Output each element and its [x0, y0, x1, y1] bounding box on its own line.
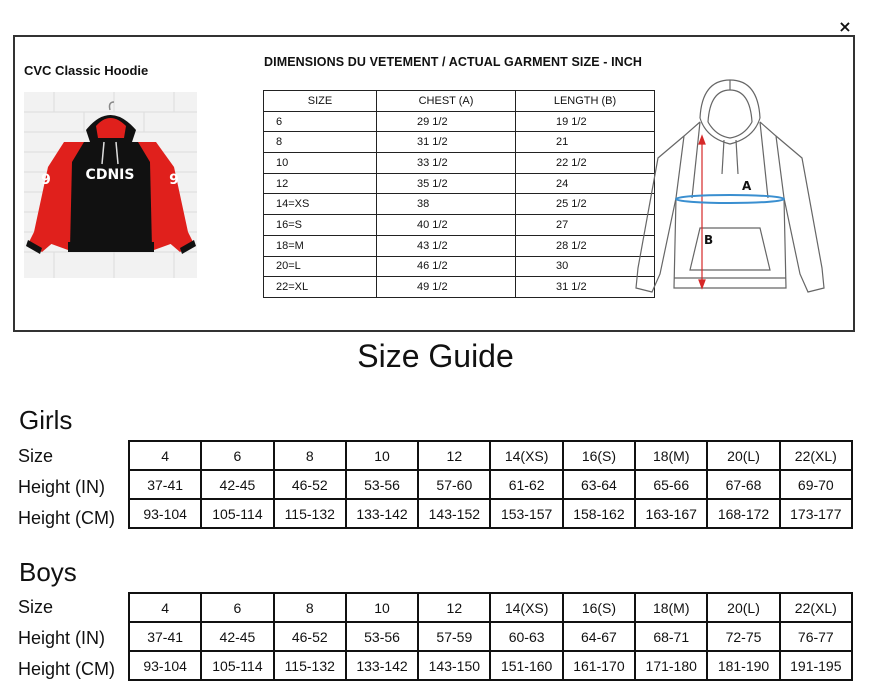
boys-title: Boys — [19, 557, 77, 587]
boys-size-table — [128, 592, 853, 681]
table-cell: 151-160 — [490, 651, 562, 680]
table-row — [264, 153, 655, 174]
table-row — [264, 173, 655, 194]
table-cell: 10 — [346, 441, 418, 470]
table-cell: 46 1/2 — [377, 256, 516, 277]
table-row — [264, 215, 655, 236]
table-cell: 19 1/2 — [516, 111, 655, 132]
table-cell: 10 — [346, 593, 418, 622]
garment-dimensions-table — [263, 90, 655, 298]
table-row — [129, 651, 852, 680]
table-cell: 31 1/2 — [516, 277, 655, 298]
table-cell: 22(XL) — [780, 593, 852, 622]
table-cell: 53-56 — [346, 470, 418, 499]
table-cell: 16=S — [264, 215, 377, 236]
table-cell: 72-75 — [707, 622, 779, 651]
label-b: B — [704, 233, 714, 247]
table-cell: 16(S) — [563, 593, 635, 622]
table-row — [264, 256, 655, 277]
table-row — [264, 111, 655, 132]
table-cell: 20=L — [264, 256, 377, 277]
table-cell: 12 — [264, 173, 377, 194]
table-row — [264, 277, 655, 298]
table-cell: 40 1/2 — [377, 215, 516, 236]
table-cell: 6 — [201, 593, 273, 622]
table-cell: 153-157 — [490, 499, 562, 528]
table-cell: 28 1/2 — [516, 235, 655, 256]
label-a: A — [742, 179, 752, 193]
table-cell: 20(L) — [707, 593, 779, 622]
table-cell: 163-167 — [635, 499, 707, 528]
row-label-height-cm: Height (CM) — [18, 508, 116, 528]
table-cell: 173-177 — [780, 499, 852, 528]
table-cell: 181-190 — [707, 651, 779, 680]
table-cell: 6 — [201, 441, 273, 470]
girls-title: Girls — [19, 405, 73, 435]
table-cell: 14(XS) — [490, 441, 562, 470]
table-cell: 18(M) — [635, 593, 707, 622]
table-cell: 8 — [274, 441, 346, 470]
table-row — [264, 194, 655, 215]
table-cell: 18(M) — [635, 441, 707, 470]
table-cell: 63-64 — [563, 470, 635, 499]
table-cell: 143-150 — [418, 651, 490, 680]
table-cell: 46-52 — [274, 622, 346, 651]
table-cell: 24 — [516, 173, 655, 194]
table-cell: 12 — [418, 441, 490, 470]
table-cell: 115-132 — [274, 499, 346, 528]
table-row — [129, 470, 852, 499]
table-cell: 22(XL) — [780, 441, 852, 470]
table-cell: 171-180 — [635, 651, 707, 680]
column-header: CHEST (A) — [377, 91, 516, 112]
table-cell: 60-63 — [490, 622, 562, 651]
table-cell: 57-59 — [418, 622, 490, 651]
table-cell: 30 — [516, 256, 655, 277]
table-cell: 8 — [264, 132, 377, 153]
table-cell: 64-67 — [563, 622, 635, 651]
table-cell: 69-70 — [780, 470, 852, 499]
table-cell: 76-77 — [780, 622, 852, 651]
table-cell: 105-114 — [201, 499, 273, 528]
table-cell: 37-41 — [129, 622, 201, 651]
row-label-size: Size — [18, 597, 54, 617]
table-cell: 8 — [274, 593, 346, 622]
table-cell: 133-142 — [346, 651, 418, 680]
column-header: SIZE — [264, 91, 377, 112]
table-cell: 46-52 — [274, 470, 346, 499]
table-cell: 10 — [264, 153, 377, 174]
table-cell: 53-56 — [346, 622, 418, 651]
table-cell: 22=XL — [264, 277, 377, 298]
table-cell: 67-68 — [707, 470, 779, 499]
table-cell: 18=M — [264, 235, 377, 256]
page-title: Size Guide — [357, 338, 514, 374]
table-cell: 43 1/2 — [377, 235, 516, 256]
girls-size-table — [128, 440, 853, 529]
table-cell: 14=XS — [264, 194, 377, 215]
table-cell: 57-60 — [418, 470, 490, 499]
table-cell: 49 1/2 — [377, 277, 516, 298]
table-row — [129, 441, 852, 470]
table-cell: 16(S) — [563, 441, 635, 470]
table-cell: 25 1/2 — [516, 194, 655, 215]
table-cell: 143-152 — [418, 499, 490, 528]
svg-text:9: 9 — [41, 172, 51, 188]
table-cell: 14(XS) — [490, 593, 562, 622]
table-cell: 105-114 — [201, 651, 273, 680]
table-row — [129, 499, 852, 528]
table-cell: 65-66 — [635, 470, 707, 499]
table-cell: 93-104 — [129, 651, 201, 680]
svg-text:CDNIS: CDNIS — [85, 167, 135, 183]
table-cell: 161-170 — [563, 651, 635, 680]
table-cell: 6 — [264, 111, 377, 132]
dimensions-title: DIMENSIONS DU VETEMENT / ACTUAL GARMENT SIZE - INCH — [264, 55, 643, 69]
table-cell: 27 — [516, 215, 655, 236]
table-cell: 133-142 — [346, 499, 418, 528]
product-title: CVC Classic Hoodie — [24, 63, 149, 78]
table-cell: 191-195 — [780, 651, 852, 680]
hoodie-measurement-diagram — [630, 78, 830, 298]
table-cell: 158-162 — [563, 499, 635, 528]
row-label-height-in: Height (IN) — [18, 628, 106, 648]
table-cell: 22 1/2 — [516, 153, 655, 174]
table-cell: 42-45 — [201, 470, 273, 499]
table-cell: 4 — [129, 593, 201, 622]
product-photo — [24, 92, 197, 278]
row-label-height-in: Height (IN) — [18, 477, 106, 497]
table-cell: 68-71 — [635, 622, 707, 651]
table-row — [264, 235, 655, 256]
table-cell: 4 — [129, 441, 201, 470]
table-cell: 37-41 — [129, 470, 201, 499]
table-cell: 42-45 — [201, 622, 273, 651]
table-cell: 115-132 — [274, 651, 346, 680]
column-header: LENGTH (B) — [516, 91, 655, 112]
table-cell: 21 — [516, 132, 655, 153]
row-label-height-cm: Height (CM) — [18, 659, 116, 679]
row-label-size: Size — [18, 446, 54, 466]
svg-text:9: 9 — [169, 172, 179, 188]
table-cell: 38 — [377, 194, 516, 215]
table-row — [129, 622, 852, 651]
table-row — [129, 593, 852, 622]
table-cell: 31 1/2 — [377, 132, 516, 153]
table-row — [264, 132, 655, 153]
table-cell: 33 1/2 — [377, 153, 516, 174]
close-icon[interactable]: × — [838, 17, 852, 36]
table-cell: 12 — [418, 593, 490, 622]
table-cell: 35 1/2 — [377, 173, 516, 194]
table-cell: 61-62 — [490, 470, 562, 499]
table-cell: 93-104 — [129, 499, 201, 528]
table-cell: 29 1/2 — [377, 111, 516, 132]
table-cell: 168-172 — [707, 499, 779, 528]
table-cell: 20(L) — [707, 441, 779, 470]
table-header-row — [264, 91, 655, 112]
